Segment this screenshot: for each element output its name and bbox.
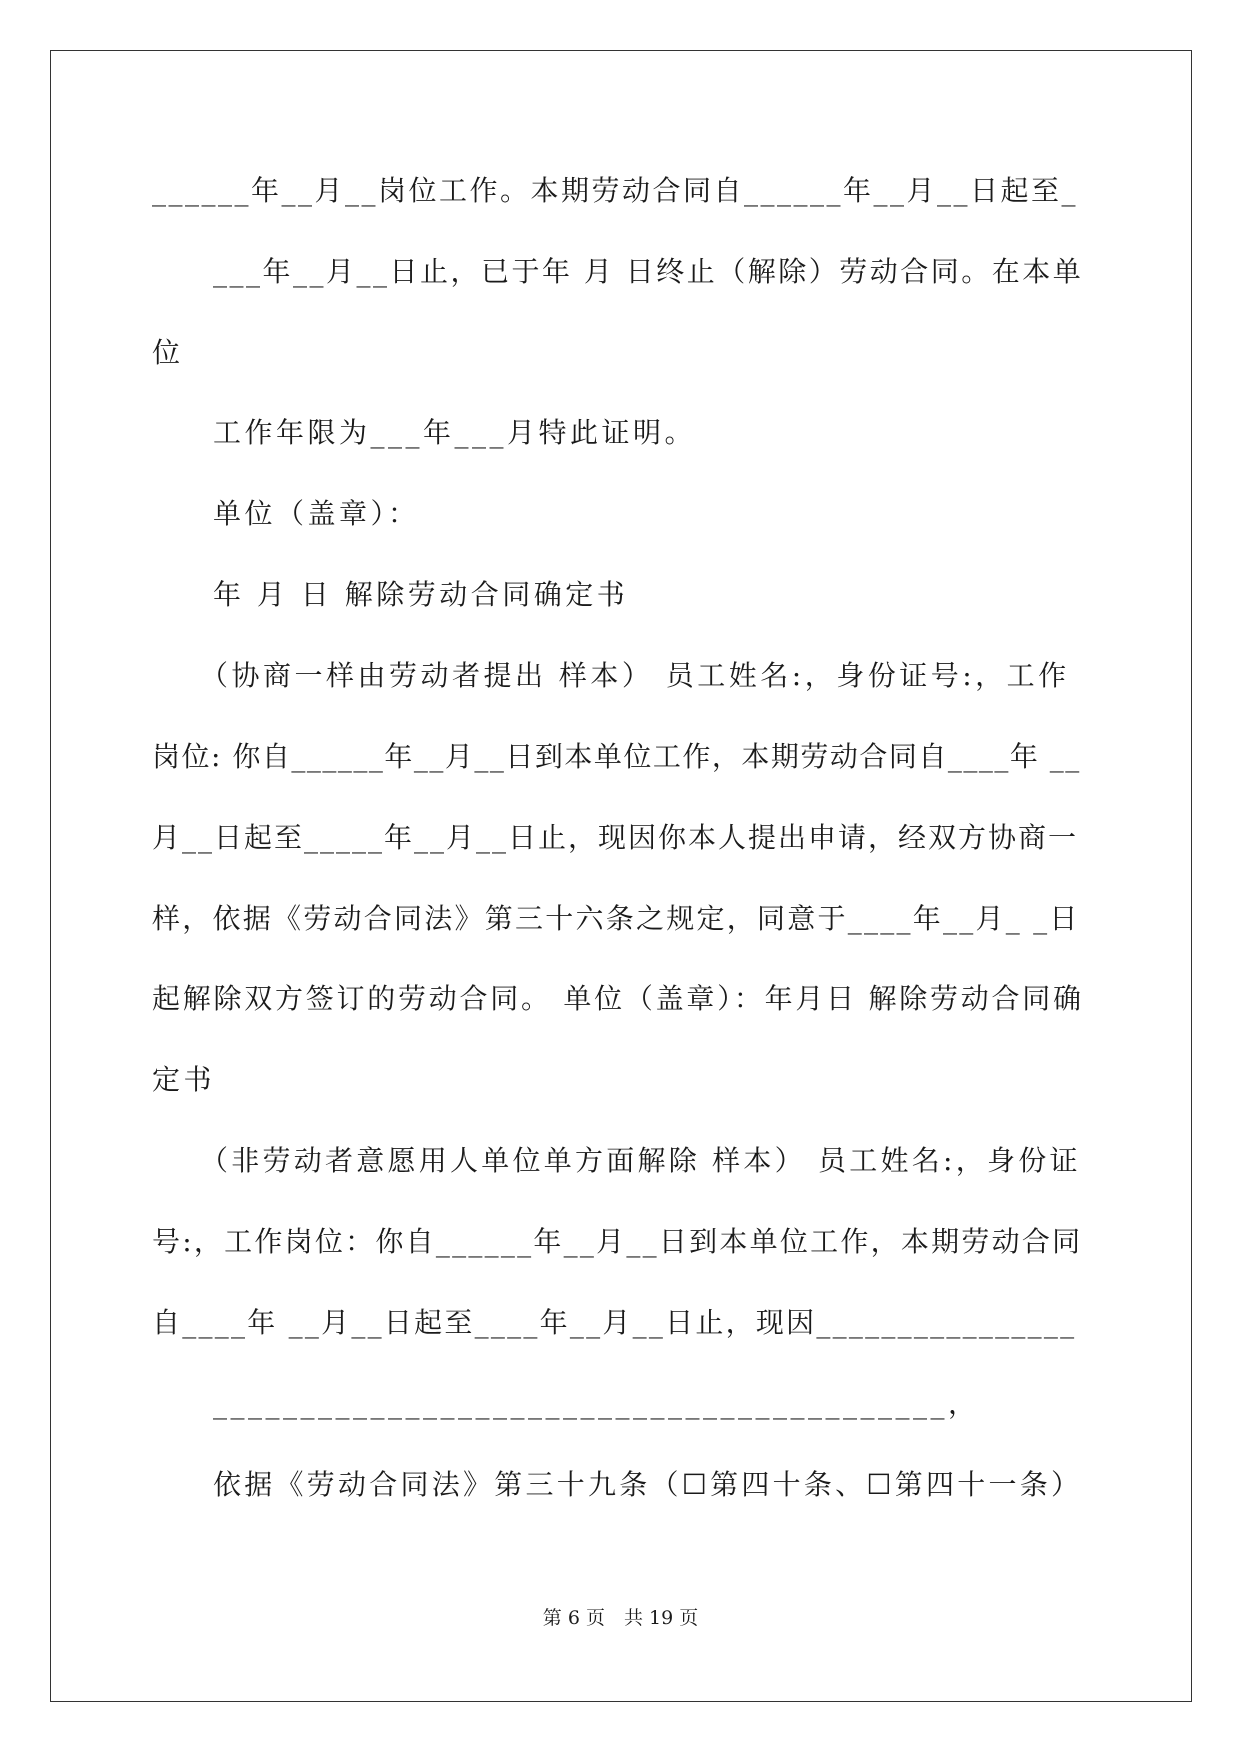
text-line: （非劳动者意愿用人单位单方面解除 样本） 员工姓名:，身份证 bbox=[200, 1144, 1081, 1177]
text-line: 依据《劳动合同法》第三十九条（☐第四十条、☐第四十一条） bbox=[213, 1468, 1083, 1501]
text-line: 定书 bbox=[152, 1063, 216, 1096]
text-line: （协商一样由劳动者提出 样本） 员工姓名:，身份证号:，工作 bbox=[200, 659, 1070, 692]
text-line: 样，依据《劳动合同法》第三十六条之规定，同意于____年__月_ _日 bbox=[152, 902, 1080, 935]
text-line: 自____年 __月__日起至____年__月__日止，现因________________ bbox=[152, 1306, 1077, 1339]
text-line: 单位（盖章）： bbox=[213, 497, 420, 530]
text-line: ___年__月__日止，已于年 月 日终止（解除）劳动合同。在本单 bbox=[213, 255, 1084, 288]
text-line: 月__日起至_____年__月__日止，现因你本人提出申请，经双方协商一 bbox=[152, 821, 1079, 854]
page-border bbox=[50, 50, 1192, 1702]
text-line: 位 bbox=[152, 336, 184, 369]
text-line: ______年__月__岗位工作。本期劳动合同自______年__月__日起至_ bbox=[152, 174, 1079, 207]
text-line: 年 月 日 解除劳动合同确定书 bbox=[213, 578, 629, 611]
text-line: __________________________________________， bbox=[213, 1387, 980, 1420]
text-line: 起解除双方签订的劳动合同。 单位（盖章）：年月日 解除劳动合同确 bbox=[152, 982, 1084, 1015]
page-number-footer: 第 6 页 共 19 页 bbox=[542, 1607, 699, 1629]
text-line: 工作年限为___年___月特此证明。 bbox=[213, 416, 697, 449]
text-line: 号:，工作岗位：你自______年__月__日到本单位工作，本期劳动合同 bbox=[152, 1225, 1083, 1258]
text-line: 岗位: 你自______年__月__日到本单位工作，本期劳动合同自____年 __ bbox=[152, 740, 1081, 773]
